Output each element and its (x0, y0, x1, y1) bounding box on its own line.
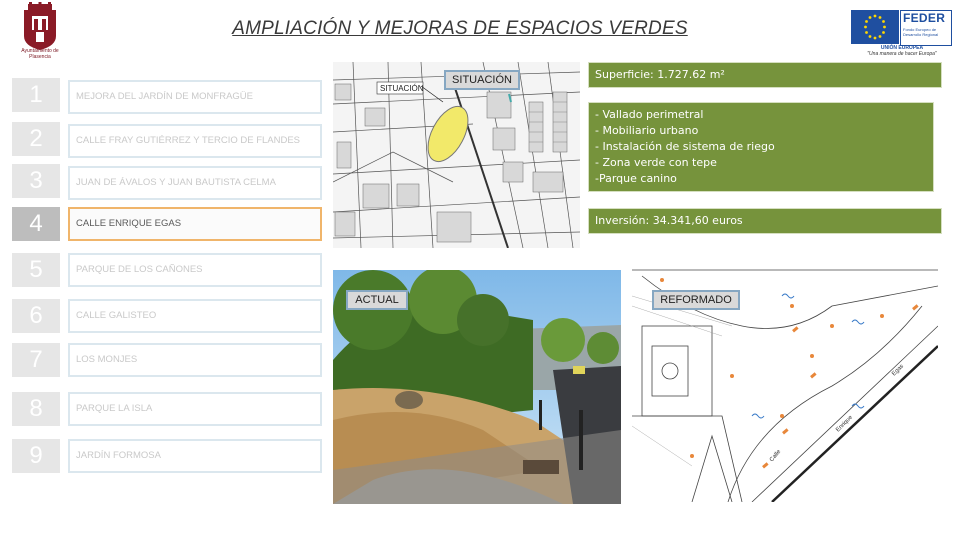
list-item-2[interactable]: CALLE FRAY GUTIÉRREZ Y TERCIO DE FLANDES (68, 124, 322, 158)
list-number-1: 1 (12, 78, 60, 112)
list-number-5: 5 (12, 253, 60, 287)
list-item-5[interactable]: PARQUE DE LOS CAÑONES (68, 253, 322, 287)
plan-street-label: Enrique (835, 414, 855, 434)
feature-item: - Zona verde con tepe (595, 156, 717, 169)
feature-item: - Mobiliario urbano (595, 124, 699, 137)
situacion-label: SITUACIÓN (444, 70, 520, 90)
page-title: AMPLIACIÓN Y MEJORAS DE ESPACIOS VERDES (232, 18, 688, 39)
feature-item: - Vallado perimetral (595, 108, 704, 121)
eu-flag-icon (851, 10, 899, 44)
list-item-7[interactable]: LOS MONJES (68, 343, 322, 377)
list-number-4: 4 (12, 207, 60, 241)
eu-motto: "Una manera de hacer Europa" (867, 51, 937, 57)
list-item-3[interactable]: JUAN DE ÁVALOS Y JUAN BAUTISTA CELMA (68, 166, 322, 200)
map-inner-label: SITUACIÓN (380, 84, 424, 93)
list-number-7: 7 (12, 343, 60, 377)
reformado-label: REFORMADO (652, 290, 740, 310)
feature-item: -Parque canino (595, 172, 677, 185)
list-item-1[interactable]: MEJORA DEL JARDÍN DE MONFRAGÜE (68, 80, 322, 114)
list-item-9[interactable]: JARDÍN FORMOSA (68, 439, 322, 473)
inversion-box: Inversión: 34.341,60 euros (588, 208, 942, 234)
list-item-6[interactable]: CALLE GALISTEO (68, 299, 322, 333)
list-number-6: 6 (12, 299, 60, 333)
list-number-2: 2 (12, 122, 60, 156)
list-number-8: 8 (12, 392, 60, 426)
feature-item: - Instalación de sistema de riego (595, 140, 775, 153)
crest-caption: Ayuntamiento de Plasencia (21, 48, 59, 60)
list-item-4[interactable]: CALLE ENRIQUE EGAS (68, 207, 322, 241)
list-item-8[interactable]: PARQUE LA ISLA (68, 392, 322, 426)
feder-title: FEDER (903, 11, 946, 25)
feder-subtitle: Fondo Europeo de Desarrollo Regional (903, 27, 939, 37)
list-number-3: 3 (12, 164, 60, 198)
features-box (588, 102, 934, 192)
list-number-9: 9 (12, 439, 60, 473)
actual-label: ACTUAL (346, 290, 408, 310)
plan-street-label: Calle (768, 448, 783, 464)
plan-street-label: Egas (891, 363, 906, 378)
superficie-box: Superficie: 1.727.62 m² (588, 62, 942, 88)
eu-label: UNIÓN EUROPEA (880, 45, 924, 51)
